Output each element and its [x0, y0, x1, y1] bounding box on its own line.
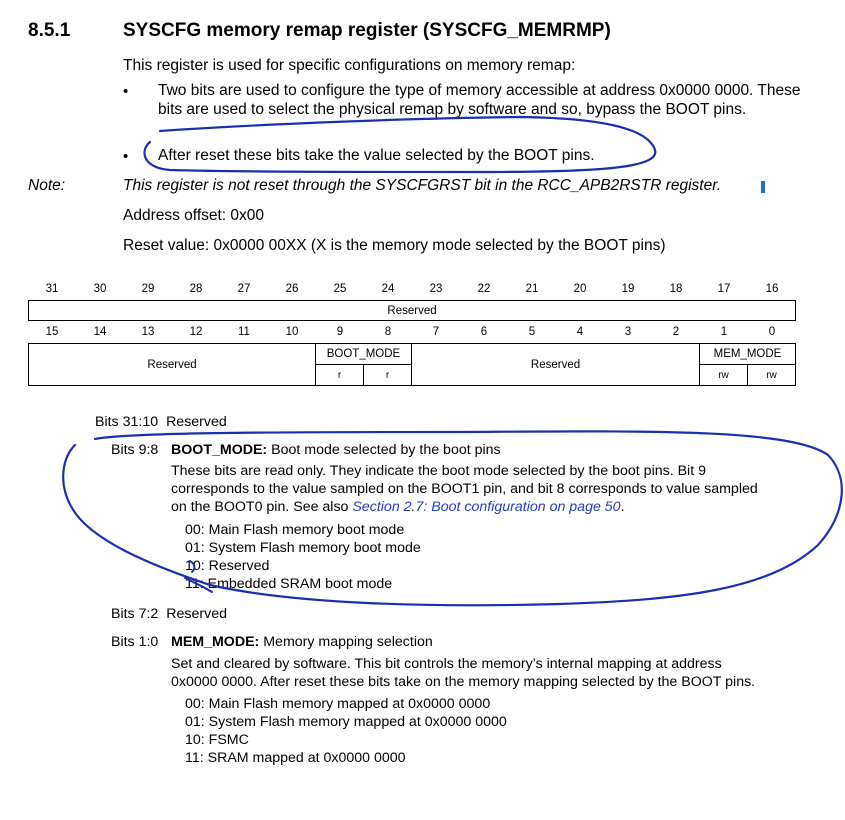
bit-number: 11: [238, 326, 250, 338]
boot-mode-options: [185, 521, 421, 593]
bit-number: 28: [189, 283, 203, 295]
list-item: 10: FSMC: [185, 732, 249, 748]
bullet-item-2: After reset these bits take the value selected by the BOOT pins.: [158, 147, 595, 164]
bit-number: 7: [432, 326, 440, 338]
boot-mode-field: [315, 343, 412, 365]
bit-number: 0: [768, 326, 776, 338]
bit-number: 22: [477, 283, 491, 295]
intro-text: This register is used for specific configurations on memory remap:: [123, 57, 576, 74]
list-item: 00: Main Flash memory mapped at 0x0000 0000: [185, 696, 491, 712]
boot-mode-name: BOOT_MODE:: [171, 442, 268, 458]
bit-number: 13: [141, 326, 155, 338]
bit-number: 1: [720, 326, 728, 338]
bits-31-10-label: Bits 31:10: [95, 414, 159, 430]
bit-number: 29: [141, 283, 155, 295]
lower-mid-reserved-label: Reserved: [530, 358, 581, 371]
bit-number: 20: [573, 283, 587, 295]
list-item: 01: System Flash memory mapped at 0x0000 0000: [185, 714, 507, 730]
bits-31-10-name: Reserved: [166, 414, 227, 430]
section-number: 8.5.1: [28, 20, 71, 41]
bit-number: 12: [189, 326, 203, 338]
mem-mode-heading: [171, 633, 801, 651]
bits-31-10-row: [95, 413, 227, 431]
reset-value: Reset value: 0x0000 00XX (X is the memory mode selected by the BOOT pins): [123, 237, 666, 254]
bit-number: 15: [45, 326, 59, 338]
boot-mode-access-bit8: r: [363, 364, 412, 386]
boot-mode-summary: Boot mode selected by the boot pins: [271, 442, 501, 458]
boot-mode-label: BOOT_MODE: [326, 348, 401, 360]
bullet-icon: •: [123, 148, 129, 165]
list-item: 00: Main Flash memory boot mode: [185, 522, 405, 538]
bit-number: 24: [381, 283, 395, 295]
bit-number: 25: [333, 283, 347, 295]
mem-mode-access-bit0: rw: [747, 364, 796, 386]
bit-number: 14: [93, 326, 107, 338]
bit-number: 17: [717, 283, 731, 295]
mem-mode-description: Set and cleared by software. This bit controls the memory’s internal mapping at address 0x0000 0000. After reset these bits take on the memory mapping selected by the BOOT pins.: [171, 656, 756, 690]
bit-number: 30: [93, 283, 107, 295]
bits-9-8-label: Bits 9:8: [111, 442, 159, 458]
lower-mid-reserved-field: [411, 343, 700, 386]
note-label: Note:: [28, 177, 66, 194]
list-item: 11: Embedded SRAM boot mode: [185, 576, 393, 592]
bits-7-2-row: [111, 605, 227, 623]
bit-number: 10: [285, 326, 299, 338]
mem-mode-options: [185, 695, 507, 767]
mem-mode-label: MEM_MODE: [713, 348, 782, 360]
bit-number: 26: [285, 283, 299, 295]
bits-1-0-label: Bits 1:0: [111, 634, 159, 650]
mem-mode-summary: Memory mapping selection: [263, 634, 433, 650]
boot-mode-description: These bits are read only. They indicate the boot mode selected by the boot pins. Bit 9 corresponds to the value sampled on the BOOT1 pin, and bit 8 corresponds to value sampled on the BOOT0 pin. See also Section 2.7: Boot configuration on page 50.: [171, 463, 758, 515]
mem-mode-name: MEM_MODE:: [171, 634, 260, 650]
section-title: SYSCFG memory remap register (SYSCFG_MEMRMP): [123, 20, 611, 41]
boot-mode-heading: [171, 441, 801, 459]
bit-number: 4: [576, 326, 584, 338]
bit-number: 18: [669, 283, 683, 295]
boot-config-link[interactable]: Section 2.7: Boot configuration on page 50: [352, 499, 621, 515]
bit-number: 2: [672, 326, 680, 338]
bit-number: 6: [480, 326, 488, 338]
bit-number: 16: [765, 283, 779, 295]
lower-left-reserved-field: [28, 343, 316, 386]
bullet-icon: •: [123, 83, 129, 100]
mem-mode-access-bit1: rw: [699, 364, 748, 386]
list-item: 01: System Flash memory boot mode: [185, 540, 421, 556]
text-cursor-marker: [761, 181, 765, 193]
address-offset: Address offset: 0x00: [123, 207, 265, 224]
bits-7-2-name: Reserved: [166, 606, 228, 622]
boot-mode-access-bit9: r: [315, 364, 364, 386]
note-text: This register is not reset through the SYSCFGRST bit in the RCC_APB2RSTR register.: [123, 177, 722, 194]
bit-number: 9: [336, 326, 344, 338]
mem-mode-field: [699, 343, 796, 365]
upper-reserved-field: [28, 300, 796, 321]
bit-number: 23: [429, 283, 443, 295]
bit-number: 19: [621, 283, 635, 295]
bit-number: 5: [528, 326, 536, 338]
bit-number: 27: [237, 283, 251, 295]
upper-reserved-label: Reserved: [387, 304, 437, 317]
bits-7-2-label: Bits 7:2: [111, 606, 159, 622]
bullet-item-1: Two bits are used to configure the type of memory accessible at address 0x0000 0000. These bits are used to select the physical remap by software and so, bypass the BOOT pins.: [158, 82, 801, 118]
bit-number: 3: [624, 326, 632, 338]
bit-number: 31: [45, 283, 59, 295]
bit-number: 8: [384, 326, 392, 338]
list-item: 11: SRAM mapped at 0x0000 0000: [185, 750, 406, 766]
lower-left-reserved-label: Reserved: [147, 358, 197, 371]
list-item: 10: Reserved: [185, 558, 270, 574]
bit-number: 21: [525, 283, 539, 295]
